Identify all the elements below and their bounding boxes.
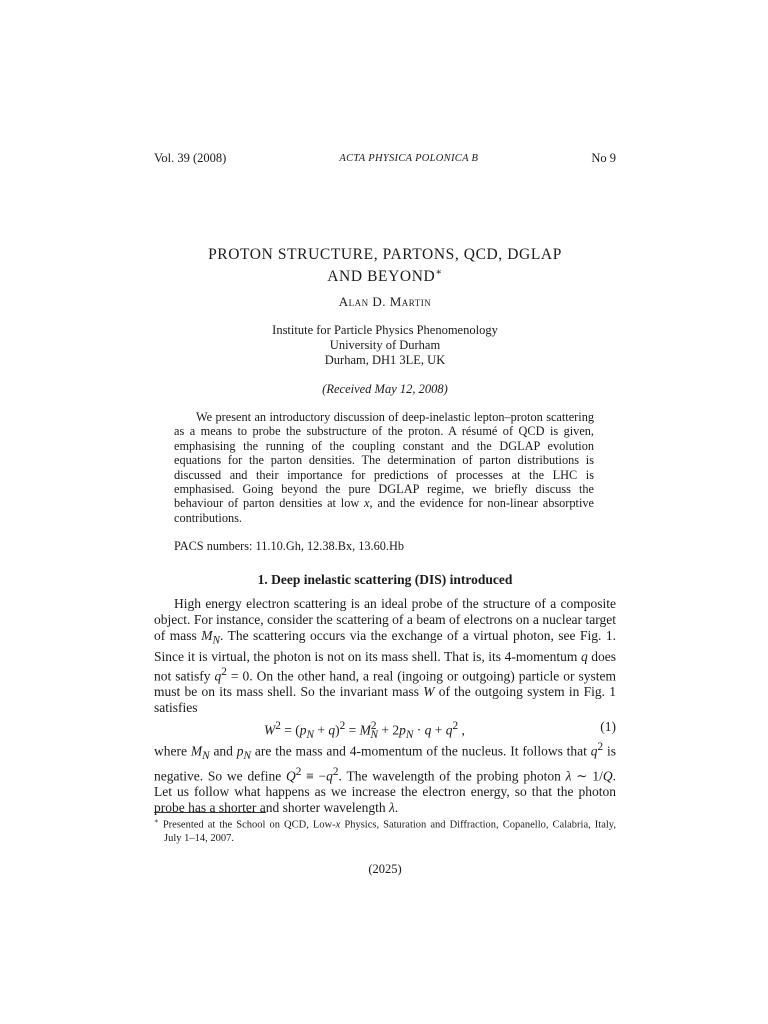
volume-label: Vol. 39 (2008) <box>154 151 227 165</box>
pacs-numbers: PACS numbers: 11.10.Gh, 12.38.Bx, 13.60.Hb <box>174 539 405 553</box>
affiliation-line-3: Durham, DH1 3LE, UK <box>324 353 446 367</box>
page-number: (2025) <box>368 862 402 876</box>
equation-body: $W^2 = (p_N + q)^2 = M^2_N + 2p_N \cdot q + q^2$ , <box>264 719 465 741</box>
running-header <box>154 151 616 166</box>
body-text <box>154 596 616 816</box>
section-heading: 1. Deep inelastic scattering (DIS) introduced <box>257 572 513 587</box>
footnote-marker: ∗ <box>154 817 159 825</box>
affiliation-line-1: Institute for Particle Physics Phenomenology <box>272 323 498 337</box>
author-name: Alan D. Martin <box>338 294 432 309</box>
title-line-1: PROTON STRUCTURE, PARTONS, QCD, DGLAP <box>208 246 562 263</box>
affiliation <box>154 323 616 368</box>
equation-1 <box>154 717 616 739</box>
received-date: (Received May 12, 2008) <box>322 382 448 396</box>
paper-title <box>154 246 616 286</box>
paragraph-2: where $M_N$ and $p_N$ are the mass and 4-momentum of the nucleus. It follows that $q^2$ is negative. So we define $Q^2 \equiv -q^2$. The wavelength of the probing photon λ ∼ 1/Q. Let us follow what happens as we increase the electron energy, so that the photon probe has a shorter and shorter wavelength λ. <box>154 740 617 815</box>
paragraph-1: High energy electron scattering is an ideal probe of the structure of a composite object. For instance, consider the scattering of a beam of electrons on a nuclear target of mass $M_N$. The scattering occurs via the exchange of a virtual photon, see Fig. 1. Since it is virtual, the photon is not on its mass shell. That is, its 4-momentum q does not satisfy $q^2 = 0$. On the other hand, a real (ingoing or outgoing) particle or system must be on its mass shell. So the invariant mass W of the outgoing system in Fig. 1 satisfies <box>154 596 617 715</box>
affiliation-line-2: University of Durham <box>329 338 441 352</box>
title-line-2: AND BEYOND∗ <box>327 267 443 286</box>
title-footnote-marker: ∗ <box>435 267 443 278</box>
abstract: We present an introductory discussion of deep-inelastic lepton–proton scattering as a means to probe the substructure of the proton. A résumé of QCD is given, emphasising the running of the coupling constant and the DGLAP evolution equations for the parton densities. The determination of parton distributions is discussed and their importance for predictions of processes at the LHC is emphasised. Going beyond the pure DGLAP regime, we briefly discuss the behaviour of parton densities at low x, and the evidence for non-linear absorptive contributions. <box>174 410 594 525</box>
footnote: ∗ Presented at the School on QCD, Low-x Physics, Saturation and Diffraction, Copanello, Calabria, Italy, July 1–14, 2007. <box>154 817 616 844</box>
journal-name: ACTA PHYSICA POLONICA B <box>339 153 479 164</box>
equation-number: (1) <box>600 718 616 734</box>
issue-label: No 9 <box>591 151 616 165</box>
footnote-rule <box>154 812 266 813</box>
